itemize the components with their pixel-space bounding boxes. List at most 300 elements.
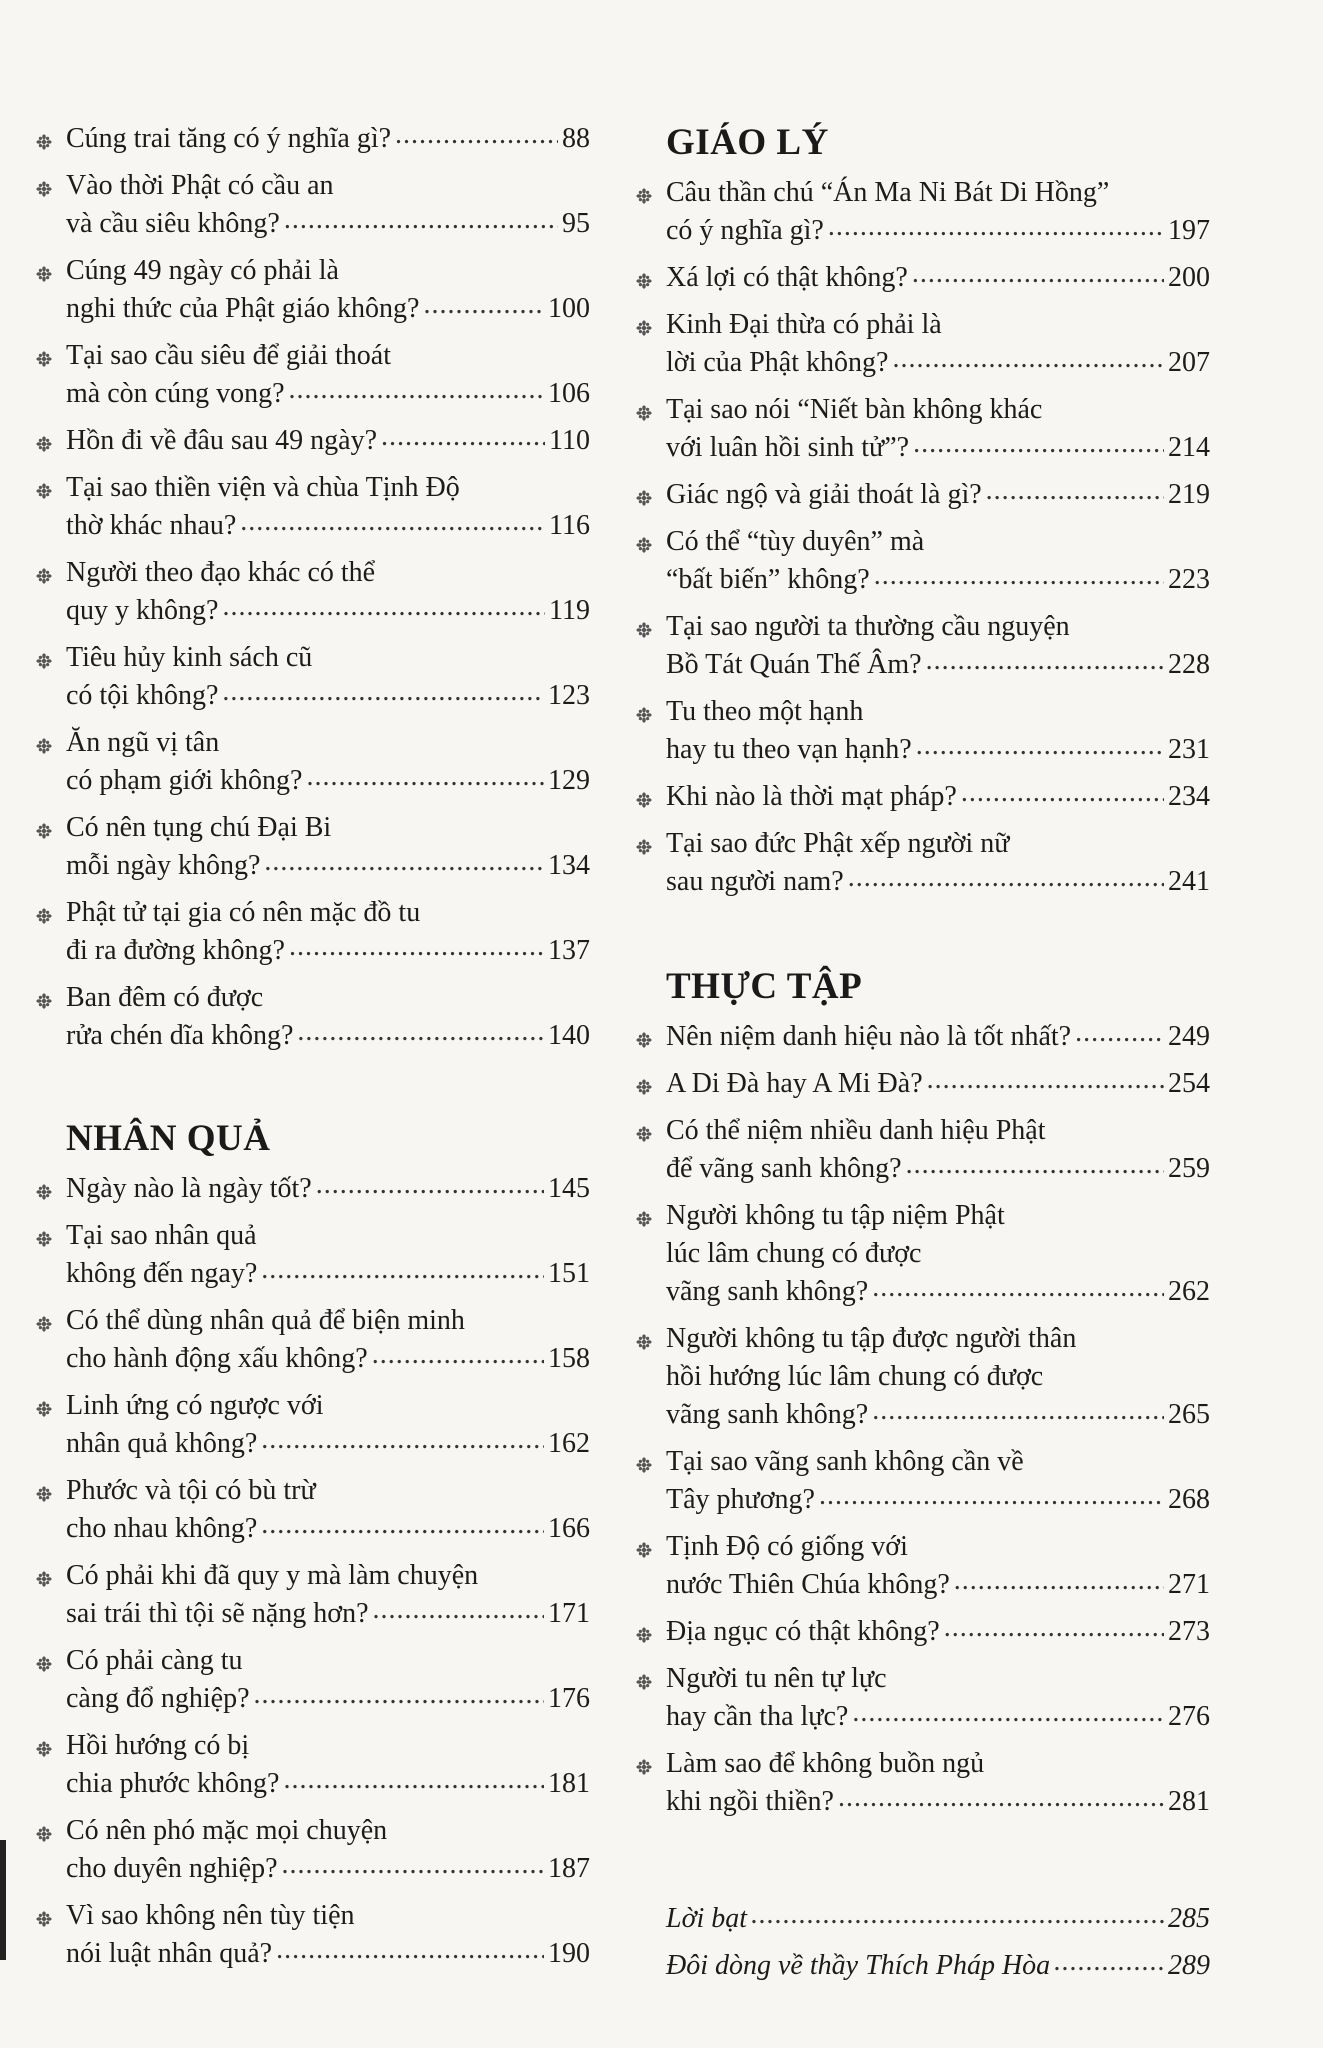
toc-entry-title: cho duyên nghiệp? [66,1853,278,1884]
toc-entry-last-line [666,1613,1210,1651]
toc-entry [630,1018,1210,1056]
lotus-bullet-icon [36,436,52,452]
toc-entry-last-line [66,1935,590,1973]
dot-leader [848,859,1164,897]
page-number: 171 [548,1598,590,1629]
scan-edge-shadow [0,1840,6,1960]
toc-entry-title: sau người nam? [666,866,844,897]
toc-entry [630,1660,1210,1736]
toc-entry-last-line [66,592,590,630]
toc-entry-title: Khi nào là thời mạt pháp? [666,781,957,812]
toc-entry-last-line [666,863,1210,901]
dot-leader [289,371,545,409]
toc-entry-title-line: Tại sao cầu siêu để giải thoát [66,340,391,371]
page-number: 281 [1168,1786,1210,1817]
page-number: 200 [1168,262,1210,293]
toc-entry-title: lời của Phật không? [666,347,889,378]
dot-leader [751,1896,1164,1934]
toc-entry-last-line [666,344,1210,382]
page-number: 145 [548,1173,590,1204]
toc-entry [630,391,1210,467]
lotus-bullet-icon [36,134,52,150]
toc-entry-title: Cúng trai tăng có ý nghĩa gì? [66,123,392,154]
toc-entry-title-line: Có thể “tùy duyên” mà [666,526,925,557]
dot-leader [395,116,558,154]
toc-entry-title-line: Người tu nên tự lực [666,1663,887,1694]
toc-entry-last-line [66,375,590,413]
lotus-bullet-icon [636,1211,652,1227]
dot-leader [297,1013,544,1051]
toc-entry-title-line: hồi hướng lúc lâm chung có được [666,1361,1044,1392]
page-number: 249 [1168,1021,1210,1052]
toc-entry-title-line: Phước và tội có bù trừ [66,1475,316,1506]
toc-entry-last-line [666,561,1210,599]
toc-entry [30,1727,590,1803]
page-number: 223 [1168,564,1210,595]
toc-entry-title: Nên niệm danh hiệu nào là tốt nhất? [666,1021,1072,1052]
toc-left-column [30,120,590,1982]
toc-entry [30,1387,590,1463]
toc-entry-title: Xá lợi có thật không? [666,262,908,293]
toc-entry-last-line [666,1065,1210,1103]
toc-entry-last-line [666,778,1210,816]
toc-entry-last-line [66,1850,590,1888]
lotus-bullet-icon [636,1627,652,1643]
lotus-bullet-icon [636,405,652,421]
toc-entry-last-line [666,1273,1210,1311]
lotus-bullet-icon [636,1079,652,1095]
toc-entry-title-line: Phật tử tại gia có nên mặc đồ tu [66,897,421,928]
toc-entry-last-line [66,1340,590,1378]
toc-entry [30,1642,590,1718]
dot-leader [819,1477,1164,1515]
dot-leader [276,1931,544,1969]
lotus-bullet-icon [636,622,652,638]
dot-leader [874,557,1164,595]
toc-right-column [630,120,1210,1994]
page-number: 95 [562,208,590,239]
toc-entry [30,469,590,545]
toc-entry-title: Bồ Tát Quán Thế Âm? [666,649,922,680]
toc-entry [630,608,1210,684]
toc-entry-title: mà còn cúng vong? [66,378,285,409]
page-number: 158 [548,1343,590,1374]
toc-entry-title-line: Người theo đạo khác có thể [66,557,376,588]
toc-entry-title-line: Tại sao nhân quả [66,1220,257,1251]
toc-entry [30,979,590,1055]
dot-leader [264,843,544,881]
lotus-bullet-icon [636,792,652,808]
toc-entry-last-line [66,1017,590,1055]
toc-entry [30,1812,590,1888]
toc-entry-title: Lời bạt [666,1903,748,1934]
toc-entry-title: nước Thiên Chúa không? [666,1569,950,1600]
lotus-bullet-icon [36,908,52,924]
toc-entry [630,1745,1210,1821]
toc-entry-title-line: lúc lâm chung có được [666,1238,922,1269]
toc-entry-last-line [66,205,590,243]
dot-leader [373,1591,544,1629]
dot-leader [1075,1014,1164,1052]
toc-list-nhan-qua [30,1170,590,1973]
dot-leader [283,1761,544,1799]
lotus-bullet-icon [636,320,652,336]
dot-leader [954,1562,1164,1600]
page-number: 123 [548,680,590,711]
toc-entry [630,1443,1210,1519]
toc-entry-title-line: Có nên phó mặc mọi chuyện [66,1815,388,1846]
page-number: 116 [549,510,590,541]
page-number: 197 [1168,215,1210,246]
dot-leader [381,418,545,456]
page-number: 166 [548,1513,590,1544]
section-heading-thuc-tap: THỰC TẬP [666,966,863,1007]
toc-entry [630,693,1210,769]
lotus-bullet-icon [636,490,652,506]
page-number: 289 [1168,1950,1210,1981]
dot-leader [261,1251,544,1289]
toc-entry [30,1897,590,1973]
lotus-bullet-icon [636,273,652,289]
page-number: 137 [548,935,590,966]
toc-entry-title-line: Vì sao không nên tùy tiện [66,1900,355,1931]
lotus-bullet-icon [636,537,652,553]
dot-leader [912,255,1164,293]
dot-leader [222,673,544,711]
toc-entry-title: hay tu theo vạn hạnh? [666,734,912,765]
toc-entry [630,1613,1210,1651]
toc-entry-title-line: Người không tu tập được người thân [666,1323,1077,1354]
toc-list-continued [30,120,590,1055]
toc-entry-title: Địa ngục có thật không? [666,1616,940,1647]
toc-entry-title: “bất biến” không? [666,564,870,595]
dot-leader [372,1336,544,1374]
lotus-bullet-icon [36,993,52,1009]
toc-entry-title: khi ngồi thiền? [666,1786,834,1817]
lotus-bullet-icon [636,1542,652,1558]
toc-entry-title-line: Tại sao nói “Niết bàn không khác [666,394,1043,425]
page-number: 262 [1168,1276,1210,1307]
toc-entry-title-line: Kinh Đại thừa có phải là [666,309,942,340]
toc-entry [30,554,590,630]
dot-leader [913,425,1164,463]
toc-entry-title-line: Có nên tụng chú Đại Bi [66,812,332,843]
dot-leader [828,208,1164,246]
toc-entry [630,523,1210,599]
toc-entry-title-line: Tại sao đức Phật xếp người nữ [666,828,1010,859]
toc-entry-title-line: Tại sao thiền viện và chùa Tịnh Độ [66,472,460,503]
toc-entry-last-line [66,1680,590,1718]
toc-entry-last-line [666,1566,1210,1604]
top-edge-mark [30,0,210,8]
lotus-bullet-icon [636,1032,652,1048]
toc-entry [630,476,1210,514]
dot-leader [872,1269,1164,1307]
toc-entry-last-line [66,762,590,800]
page-number: 273 [1168,1616,1210,1647]
toc-list-giao-ly [630,174,1210,901]
lotus-bullet-icon [36,266,52,282]
toc-entry-title: Ngày nào là ngày tốt? [66,1173,312,1204]
lotus-bullet-icon [36,351,52,367]
toc-entry-title-line: Tại sao vãng sanh không cần về [666,1446,1024,1477]
dot-leader [852,1694,1164,1732]
toc-entry-last-line [66,1765,590,1803]
toc-entry [630,1528,1210,1604]
dot-leader [916,727,1164,765]
toc-list-closing [630,1900,1210,1985]
dot-leader [944,1609,1164,1647]
page-number: 187 [548,1853,590,1884]
toc-entry [30,1217,590,1293]
toc-entry-title: cho hành động xấu không? [66,1343,368,1374]
lotus-bullet-icon [36,1401,52,1417]
toc-entry-title: quy y không? [66,595,219,626]
toc-entry-title: để vãng sanh không? [666,1153,902,1184]
page-number: 214 [1168,432,1210,463]
toc-entry-title-line: Người không tu tập niệm Phật [666,1200,1005,1231]
toc-entry-last-line [66,932,590,970]
lotus-bullet-icon [36,1231,52,1247]
dot-leader [261,1506,544,1544]
toc-entry-title-line: Cúng 49 ngày có phải là [66,255,339,286]
toc-entry-last-line [66,847,590,885]
toc-entry-title: vãng sanh không? [666,1276,869,1307]
toc-entry-title-line: Tịnh Độ có giống với [666,1531,908,1562]
page-number: 176 [548,1683,590,1714]
toc-entry-title: không đến ngay? [66,1258,258,1289]
toc-entry-title: Đôi dòng về thầy Thích Pháp Hòa [666,1950,1051,1981]
dot-leader [986,472,1164,510]
lotus-bullet-icon [36,1486,52,1502]
toc-entry-title: nói luật nhân quả? [66,1938,273,1969]
toc-entry [630,1197,1210,1311]
toc-entry-last-line [666,1947,1210,1985]
toc-entry-title: vãng sanh không? [666,1399,869,1430]
toc-entry [630,1900,1210,1938]
toc-entry [30,422,590,460]
page-number: 162 [548,1428,590,1459]
toc-entry [630,1320,1210,1434]
section-heading-giao-ly: GIÁO LÝ [666,122,829,163]
toc-entry-last-line [66,1595,590,1633]
toc-entry [30,1302,590,1378]
toc-list-thuc-tap [630,1018,1210,1821]
toc-entry-title-line: Hồi hướng có bị [66,1730,250,1761]
toc-entry-last-line [666,429,1210,467]
page-number: 234 [1168,781,1210,812]
page-number: 88 [562,123,590,154]
toc-entry-last-line [666,731,1210,769]
toc-entry [30,1170,590,1208]
dot-leader [906,1146,1164,1184]
toc-entry-last-line [66,120,590,158]
toc-entry-last-line [66,507,590,545]
toc-entry-last-line [666,646,1210,684]
toc-entry [630,1947,1210,1985]
dot-leader [838,1779,1164,1817]
page-number: 271 [1168,1569,1210,1600]
page-number: 134 [548,850,590,881]
toc-entry-last-line [666,1900,1210,1938]
toc-entry-last-line [66,1255,590,1293]
toc-entry-title-line: Vào thời Phật có cầu an [66,170,334,201]
toc-entry-title: A Di Đà hay A Mi Đà? [666,1068,923,1099]
toc-entry-title-line: Có phải càng tu [66,1645,243,1676]
toc-entry-title: và cầu siêu không? [66,208,280,239]
toc-entry-title-line: Linh ứng có ngược với [66,1390,324,1421]
toc-entry-title: đi ra đường không? [66,935,285,966]
toc-entry-last-line [666,1018,1210,1056]
toc-entry-last-line [666,1396,1210,1434]
lotus-bullet-icon [36,483,52,499]
dot-leader [261,1421,544,1459]
lotus-bullet-icon [36,1571,52,1587]
toc-entry-last-line [66,290,590,328]
lotus-bullet-icon [36,1656,52,1672]
toc-entry [30,120,590,158]
lotus-bullet-icon [36,823,52,839]
toc-entry-last-line [66,1425,590,1463]
dot-leader [240,503,545,541]
page-number: 254 [1168,1068,1210,1099]
toc-entry [630,174,1210,250]
toc-entry-title-line: Tại sao người ta thường cầu nguyện [666,611,1070,642]
toc-entry-title-line: Ăn ngũ vị tân [66,727,220,758]
lotus-bullet-icon [36,1826,52,1842]
dot-leader [423,286,544,324]
toc-entry-title: chia phước không? [66,1768,280,1799]
toc-entry [30,724,590,800]
toc-entry-title: cho nhau không? [66,1513,258,1544]
lotus-bullet-icon [36,1911,52,1927]
page-number: 106 [548,378,590,409]
toc-entry-title: Giác ngộ và giải thoát là gì? [666,479,982,510]
toc-entry-last-line [666,259,1210,297]
page-number: 110 [549,425,590,456]
toc-entry [630,259,1210,297]
dot-leader [927,1061,1164,1099]
toc-entry-title-line: Ban đêm có được [66,982,264,1013]
lotus-bullet-icon [636,188,652,204]
lotus-bullet-icon [36,568,52,584]
dot-leader [289,928,544,966]
dot-leader [872,1392,1164,1430]
toc-entry-title-line: Có thể niệm nhiều danh hiệu Phật [666,1115,1046,1146]
toc-entry [30,639,590,715]
toc-entry-title: hay cần tha lực? [666,1701,849,1732]
page-number: 119 [549,595,590,626]
toc-entry-title: Tây phương? [666,1484,815,1515]
page-number: 285 [1168,1903,1210,1934]
dot-leader [316,1166,544,1204]
toc-entry [30,809,590,885]
toc-entry [630,778,1210,816]
page-number: 276 [1168,1701,1210,1732]
lotus-bullet-icon [36,738,52,754]
toc-entry-last-line [666,476,1210,514]
lotus-bullet-icon [636,839,652,855]
lotus-bullet-icon [36,1741,52,1757]
dot-leader [282,1846,545,1884]
toc-entry [30,1472,590,1548]
dot-leader [1054,1943,1164,1981]
page-number: 259 [1168,1153,1210,1184]
toc-entry-title: nhân quả không? [66,1428,258,1459]
toc-entry-title: rửa chén dĩa không? [66,1020,294,1051]
toc-entry-title-line: Làm sao để không buồn ngủ [666,1748,985,1779]
toc-entry-title: Hồn đi về đâu sau 49 ngày? [66,425,378,456]
dot-leader [961,774,1164,812]
toc-entry-last-line [666,212,1210,250]
toc-entry-last-line [66,677,590,715]
page-number: 265 [1168,1399,1210,1430]
lotus-bullet-icon [636,1674,652,1690]
page-number: 241 [1168,866,1210,897]
toc-entry [630,825,1210,901]
toc-entry-title-line: Câu thần chú “Án Ma Ni Bát Di Hồng” [666,177,1110,208]
toc-entry-last-line [66,1170,590,1208]
toc-entry-last-line [666,1783,1210,1821]
lotus-bullet-icon [36,653,52,669]
toc-entry [630,1112,1210,1188]
toc-entry-title: càng đổ nghiệp? [66,1683,250,1714]
toc-entry-title-line: Tu theo một hạnh [666,696,864,727]
section-heading-nhan-qua: NHÂN QUẢ [66,1118,271,1159]
dot-leader [892,340,1164,378]
toc-entry-title: với luân hồi sinh tử”? [666,432,910,463]
page-number: 151 [548,1258,590,1289]
toc-entry [30,252,590,328]
page-number: 219 [1168,479,1210,510]
page-number: 100 [548,293,590,324]
toc-entry-last-line [666,1481,1210,1519]
lotus-bullet-icon [636,1759,652,1775]
dot-leader [284,201,558,239]
page-number: 268 [1168,1484,1210,1515]
dot-leader [306,758,544,796]
page-number: 231 [1168,734,1210,765]
toc-entry-title-line: Tiêu hủy kinh sách cũ [66,642,313,673]
lotus-bullet-icon [636,1126,652,1142]
lotus-bullet-icon [636,1334,652,1350]
page-number: 228 [1168,649,1210,680]
toc-entry-title: có tội không? [66,680,219,711]
toc-entry-last-line [66,422,590,460]
toc-entry [30,894,590,970]
lotus-bullet-icon [36,1316,52,1332]
toc-entry-title: có phạm giới không? [66,765,303,796]
toc-entry-title: có ý nghĩa gì? [666,215,824,246]
dot-leader [926,642,1164,680]
dot-leader [222,588,545,626]
toc-entry [30,167,590,243]
page-number: 190 [548,1938,590,1969]
toc-entry [630,1065,1210,1103]
toc-entry-last-line [66,1510,590,1548]
toc-entry-last-line [666,1698,1210,1736]
toc-entry-title: thờ khác nhau? [66,510,237,541]
page-number: 140 [548,1020,590,1051]
toc-entry-title: sai trái thì tội sẽ nặng hơn? [66,1598,369,1629]
lotus-bullet-icon [636,1457,652,1473]
lotus-bullet-icon [636,707,652,723]
toc-entry [630,306,1210,382]
toc-entry [30,337,590,413]
toc-entry-last-line [666,1150,1210,1188]
toc-entry-title-line: Có thể dùng nhân quả để biện minh [66,1305,465,1336]
dot-leader [254,1676,545,1714]
